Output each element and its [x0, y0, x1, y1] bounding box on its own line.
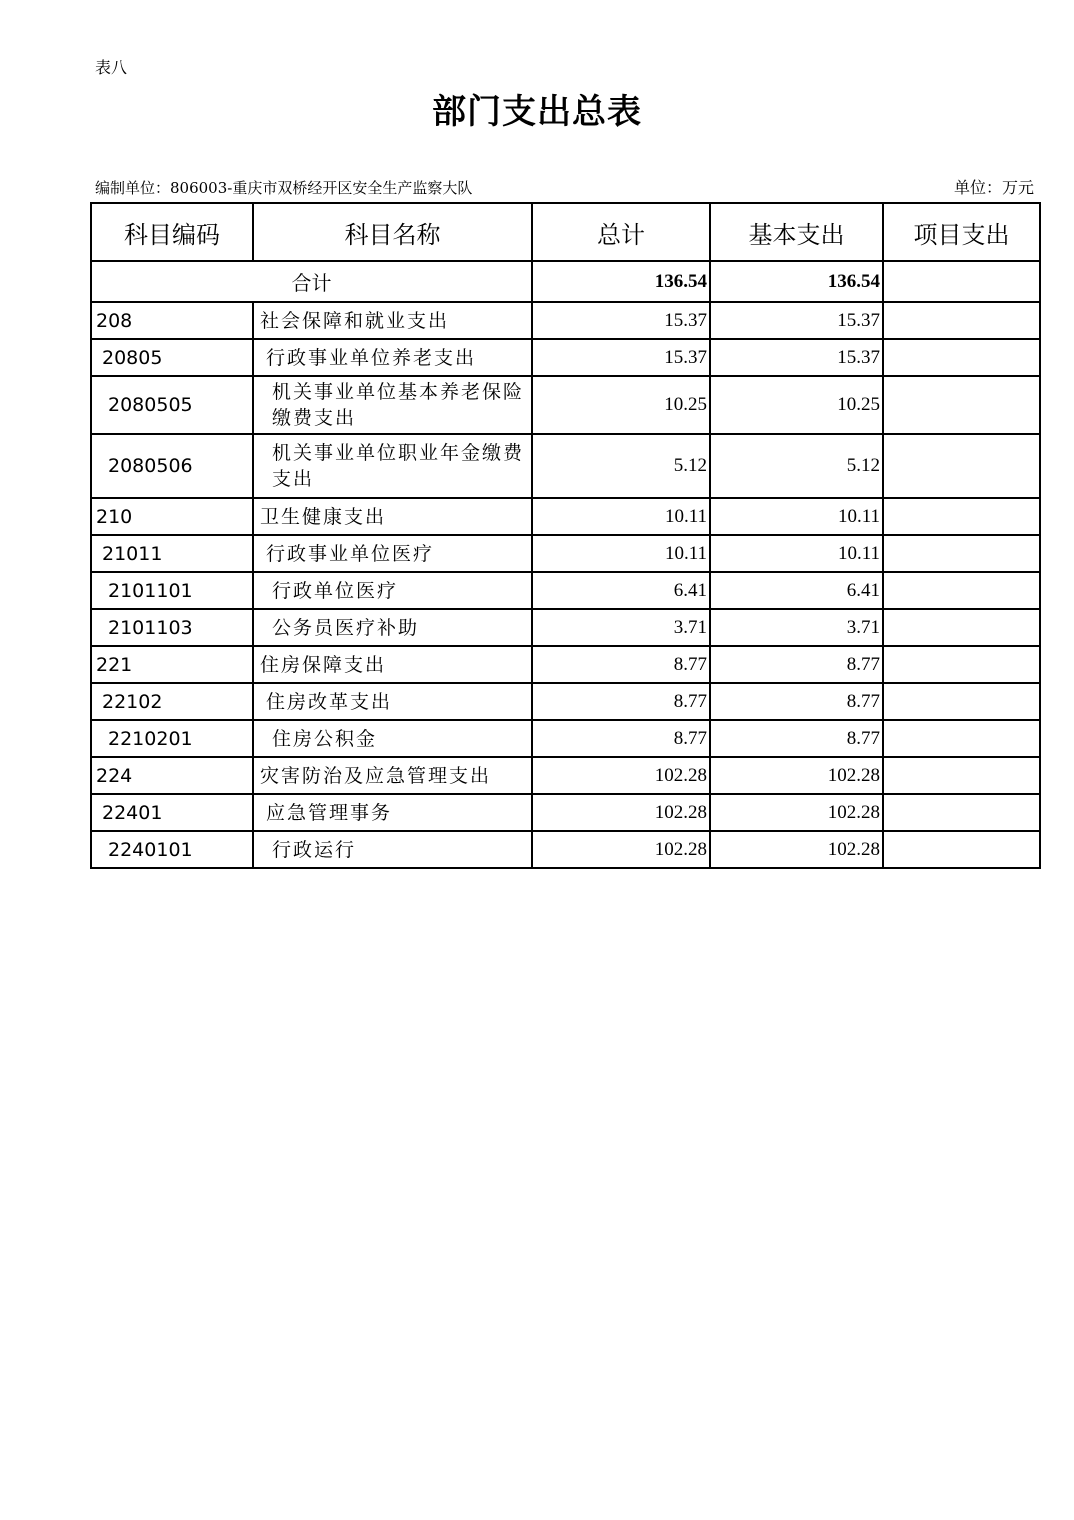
row-total: 15.37 — [532, 339, 710, 376]
header-code: 科目编码 — [91, 203, 253, 261]
row-code: 21011 — [91, 535, 253, 572]
row-project — [883, 434, 1040, 498]
row-total: 8.77 — [532, 646, 710, 683]
row-project — [883, 376, 1040, 434]
row-total: 102.28 — [532, 757, 710, 794]
total-total: 136.54 — [532, 261, 710, 302]
table-row — [91, 683, 1040, 720]
row-code: 210 — [91, 498, 253, 535]
table-number: 表八 — [95, 58, 128, 77]
row-project — [883, 683, 1040, 720]
row-basic: 8.77 — [710, 646, 883, 683]
header-row — [91, 203, 1040, 261]
row-code: 208 — [91, 302, 253, 339]
row-basic: 102.28 — [710, 831, 883, 868]
row-basic: 8.77 — [710, 720, 883, 757]
table-row — [91, 646, 1040, 683]
row-basic: 10.25 — [710, 376, 883, 434]
row-total: 8.77 — [532, 683, 710, 720]
row-basic: 6.41 — [710, 572, 883, 609]
row-name: 机关事业单位基本养老保险缴费支出 — [253, 376, 532, 434]
total-label: 合计 — [91, 261, 532, 302]
row-name: 社会保障和就业支出 — [253, 302, 532, 339]
row-project — [883, 720, 1040, 757]
row-total: 8.77 — [532, 720, 710, 757]
row-name: 行政单位医疗 — [253, 572, 532, 609]
row-name: 住房公积金 — [253, 720, 532, 757]
row-code: 2101103 — [91, 609, 253, 646]
row-name: 行政运行 — [253, 831, 532, 868]
header-total: 总计 — [532, 203, 710, 261]
row-name: 应急管理事务 — [253, 794, 532, 831]
row-project — [883, 831, 1040, 868]
row-basic: 10.11 — [710, 535, 883, 572]
row-project — [883, 535, 1040, 572]
row-total: 10.11 — [532, 498, 710, 535]
row-code: 2101101 — [91, 572, 253, 609]
row-name: 机关事业单位职业年金缴费支出 — [253, 434, 532, 498]
total-basic: 136.54 — [710, 261, 883, 302]
row-name: 住房改革支出 — [253, 683, 532, 720]
header-project: 项目支出 — [883, 203, 1040, 261]
row-project — [883, 302, 1040, 339]
row-project — [883, 339, 1040, 376]
row-code: 2080506 — [91, 434, 253, 498]
table-row — [91, 720, 1040, 757]
table-row — [91, 376, 1040, 434]
row-name: 行政事业单位医疗 — [253, 535, 532, 572]
row-total: 5.12 — [532, 434, 710, 498]
row-project — [883, 757, 1040, 794]
row-basic: 10.11 — [710, 498, 883, 535]
organization-line: 编制单位：806003-重庆市双桥经开区安全生产监察大队 — [95, 179, 473, 197]
row-code: 221 — [91, 646, 253, 683]
table-row — [91, 535, 1040, 572]
row-total: 3.71 — [532, 609, 710, 646]
header-basic: 基本支出 — [710, 203, 883, 261]
row-code: 22102 — [91, 683, 253, 720]
table-row — [91, 302, 1040, 339]
row-total: 6.41 — [532, 572, 710, 609]
table-row — [91, 434, 1040, 498]
row-code: 2210201 — [91, 720, 253, 757]
total-project — [883, 261, 1040, 302]
row-project — [883, 498, 1040, 535]
row-basic: 102.28 — [710, 757, 883, 794]
row-name: 卫生健康支出 — [253, 498, 532, 535]
row-basic: 102.28 — [710, 794, 883, 831]
row-code: 2240101 — [91, 831, 253, 868]
row-total: 102.28 — [532, 831, 710, 868]
row-basic: 8.77 — [710, 683, 883, 720]
row-name: 灾害防治及应急管理支出 — [253, 757, 532, 794]
table-row — [91, 498, 1040, 535]
table-row — [91, 339, 1040, 376]
row-basic: 5.12 — [710, 434, 883, 498]
page-title: 部门支出总表 — [432, 92, 642, 132]
total-row — [91, 261, 1040, 302]
row-total: 15.37 — [532, 302, 710, 339]
table-row — [91, 757, 1040, 794]
row-code: 224 — [91, 757, 253, 794]
header-name: 科目名称 — [253, 203, 532, 261]
table-row — [91, 831, 1040, 868]
row-total: 102.28 — [532, 794, 710, 831]
row-name: 行政事业单位养老支出 — [253, 339, 532, 376]
expenditure-table — [90, 202, 1041, 869]
row-project — [883, 609, 1040, 646]
table-row — [91, 572, 1040, 609]
unit-line: 单位：万元 — [953, 178, 1034, 197]
row-project — [883, 794, 1040, 831]
row-basic: 3.71 — [710, 609, 883, 646]
row-name: 公务员医疗补助 — [253, 609, 532, 646]
row-total: 10.25 — [532, 376, 710, 434]
row-project — [883, 646, 1040, 683]
table-row — [91, 609, 1040, 646]
table-row — [91, 794, 1040, 831]
row-basic: 15.37 — [710, 302, 883, 339]
row-basic: 15.37 — [710, 339, 883, 376]
row-project — [883, 572, 1040, 609]
row-code: 20805 — [91, 339, 253, 376]
row-code: 22401 — [91, 794, 253, 831]
row-total: 10.11 — [532, 535, 710, 572]
row-name: 住房保障支出 — [253, 646, 532, 683]
row-code: 2080505 — [91, 376, 253, 434]
